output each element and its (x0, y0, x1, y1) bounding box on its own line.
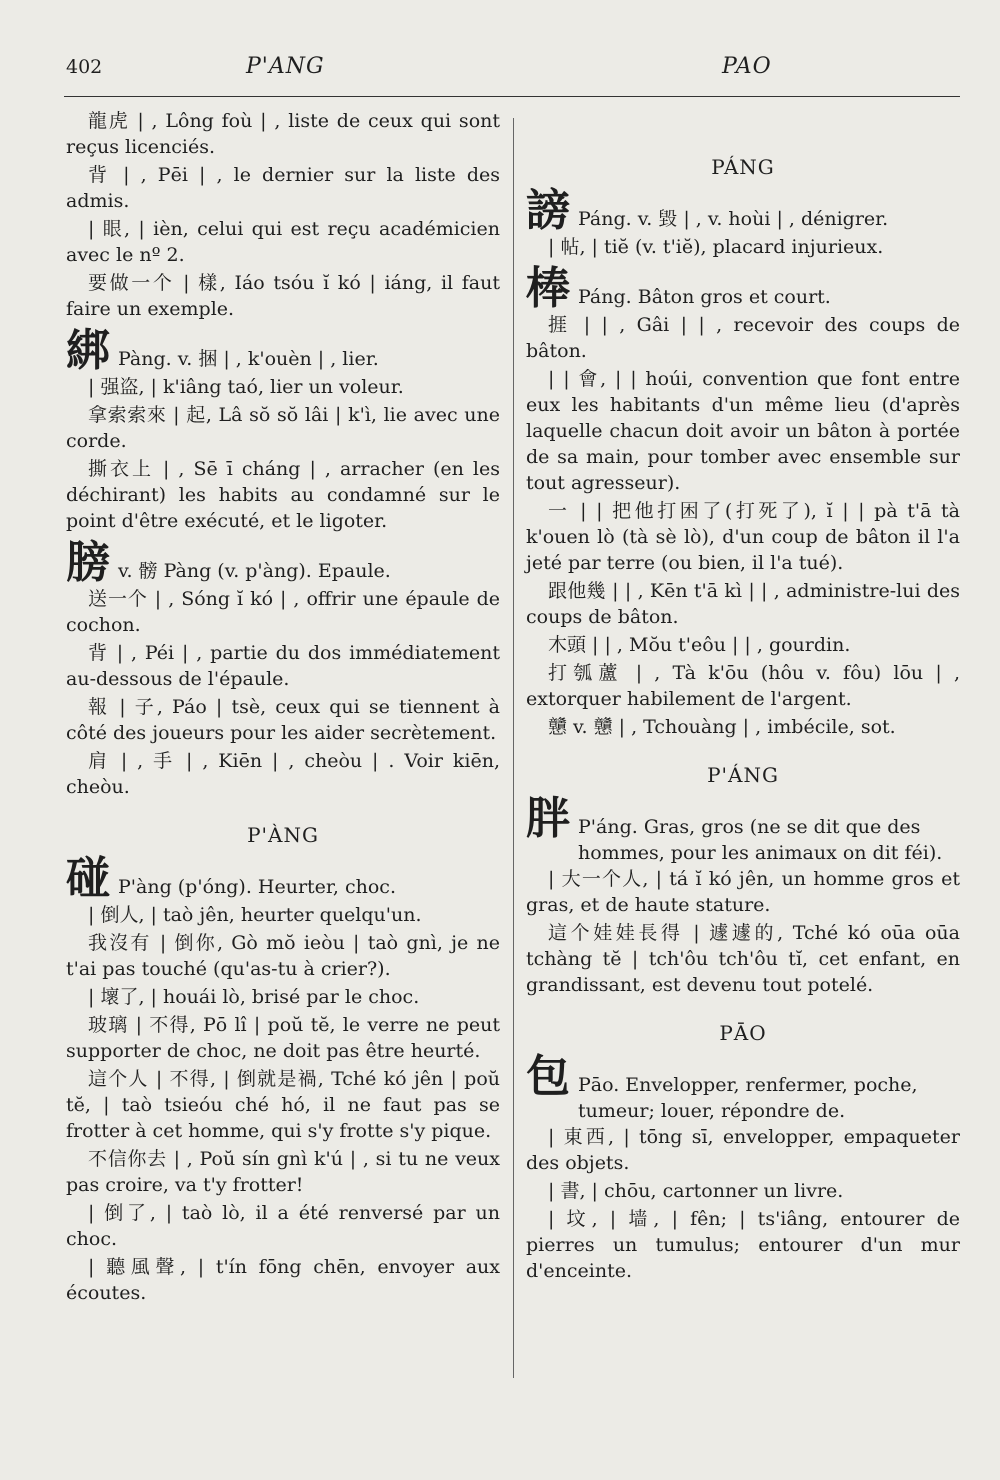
head-character: 胖 (526, 793, 570, 844)
entry-line: | 帖, | tiĕ (v. t'iĕ), placard injurieux. (548, 236, 884, 258)
head-definition: P'àng (p'óng). Heurter, choc. (118, 876, 396, 898)
entry-line: | 聽風聲, | t'ín fōng chēn, envoyer aux écoutes. (66, 1256, 500, 1304)
entry-line: | 東西, | tōng sī, envelopper, empaqueter des objets. (526, 1126, 960, 1174)
head-definition: Páng. v. 毀 | , v. hoùi | , dénigrer. (578, 208, 889, 230)
right-column (526, 108, 960, 1286)
head-character: 棒 (526, 263, 570, 314)
head-definition: P'áng. Gras, gros (ne se dit que des hommes, pour les animaux on dit féi). (578, 816, 943, 864)
running-title-right: PAO (722, 54, 772, 79)
entry-line: 背 | , Pēi | , le dernier sur la liste des admis. (66, 164, 500, 212)
entry-line: 這个人 | 不得, | 倒就是禍, Tché kó jên | poŭ tĕ, | taò tsieóu ché hó, il ne faut pas se frotter à cet homme, qui s'y frotte s'y pique. (66, 1068, 500, 1142)
entry-line: 不信你去 | , Poŭ sín gnì k'ú | , si tu ne veux pas croire, va t'y frotter! (66, 1148, 500, 1196)
entry-line: 龍虎 | , Lông foù | , liste de ceux qui sont reçus licenciés. (66, 110, 500, 158)
entry-line: 捱 | | , Gâi | | , recevoir des coups de bâton. (526, 314, 960, 362)
head-character: 謗 (526, 185, 570, 236)
head-definition: v. 髈 Pàng (v. p'àng). Epaule. (118, 560, 391, 582)
entry-line: | 書, | chōu, cartonner un livre. (548, 1180, 844, 1202)
entry-line: 肩 | , 手 | , Kiēn | , cheòu | . Voir kiēn, cheòu. (66, 750, 500, 798)
entry-line: | 坟, | 墙, | fên; | ts'iâng, entourer de pierres un tumulus; entourer d'un mur d'enceinte. (526, 1208, 960, 1282)
head-character: 碰 (66, 853, 110, 904)
entry-line: | 大一个人, | tá ĭ kó jên, un homme gros et gras, et de haute stature. (526, 868, 960, 916)
head-character: 膀 (66, 537, 110, 588)
entry-peng (66, 853, 500, 1306)
entry-pang-shoulder (66, 537, 500, 800)
entry-bang-stick (526, 263, 960, 740)
entry-line: 撕衣上 | , Sē ī cháng | , arracher (en les déchirant) les habits au condamné sur le point d'être exécuté, et le ligoter. (66, 458, 500, 532)
column-divider (513, 118, 514, 1378)
entry-line: | 眼, | ièn, celui qui est reçu académicien avec le nº 2. (66, 218, 500, 266)
head-character: 包 (526, 1051, 570, 1102)
section-heading: P'ÁNG (707, 763, 779, 787)
entry-line: 玻璃 | 不得, Pō lî | poŭ tĕ, le verre ne peut supporter de choc, ne doit pas être heurté. (66, 1014, 500, 1062)
entry-line: 這个娃娃長得 | 遽遽的, Tché kó oūa oūa tchàng tĕ | tch'ôu tch'ôu tĭ, cet enfant, en grandissant, est devenu tout potelé. (526, 922, 960, 996)
entry-line: | | 會, | | hoúi, convention que font entre eux les habitants d'un même lieu (d'après laquelle chacun doit avoir un bâton à portée de sa main, pour tomber avec ensemble sur tout agresseur). (526, 368, 960, 494)
entry-line: 一 | | 把他打困了(打死了), ĭ | | pà t'ā tà k'ouen lò (tà sè lò), d'un coup de bâton il l'a jeté par terre (ou bien, il l'a tué). (526, 500, 960, 574)
entry-line: | 强盗, | k'iâng taó, lier un voleur. (88, 376, 404, 398)
entry-line: 拿索索來 | 起, Lâ sŏ sŏ lâi | k'ì, lie avec une corde. (66, 404, 500, 452)
entry-line: | 壞了, | houái lò, brisé par le choc. (88, 986, 420, 1008)
header-rule (64, 96, 960, 97)
running-title-left: P'ANG (246, 54, 325, 79)
entry-bao (526, 1051, 960, 1284)
entry-bang (66, 325, 500, 534)
entry-line: 背 | , Péi | , partie du dos immédiatement au-dessous de l'épaule. (66, 642, 500, 690)
left-column (66, 108, 500, 1308)
section-heading: PÁNG (711, 155, 775, 179)
entry-line: | 倒人, | taò jên, heurter quelqu'un. (88, 904, 422, 926)
entry-line: 報 | 子, Páo | tsè, ceux qui se tiennent à côté des joueurs pour les aider secrètement. (66, 696, 500, 744)
section-heading: PĀO (719, 1021, 767, 1045)
entry-bang-slander (526, 185, 960, 260)
entry-line: 打瓠蘆 | , Tà k'ōu (hôu v. fôu) lōu | , extorquer habilement de l'argent. (526, 662, 960, 710)
entry-line: 跟他幾 | | , Kēn t'ā kì | | , administre-lui des coups de bâton. (526, 580, 960, 628)
head-definition: Pàng. v. 捆 | , k'ouèn | , lier. (118, 348, 379, 370)
head-character: 綁 (66, 325, 110, 376)
entry-line: 我沒有 | 倒你, Gò mŏ ieòu | taò gnì, je ne t'ai pas touché (qu'as-tu à crier?). (66, 932, 500, 980)
entry-continued (66, 108, 500, 322)
entry-line: | 倒了, | taò lò, il a été renversé par un choc. (66, 1202, 500, 1250)
entry-line: 送一个 | , Sóng ĭ kó | , offrir une épaule de cochon. (66, 588, 500, 636)
section-heading: P'ÀNG (247, 823, 319, 847)
entry-pang-fat (526, 793, 960, 998)
running-head (0, 52, 1000, 92)
entry-line: 要做一个 | 樣, Iáo tsóu ĭ kó | iáng, il faut faire un exemple. (66, 272, 500, 320)
page-number: 402 (66, 56, 103, 78)
head-definition: Pāo. Envelopper, renfermer, poche, tumeur; louer, répondre de. (578, 1074, 918, 1122)
head-definition: Páng. Bâton gros et court. (578, 286, 831, 308)
entry-line: 戇 v. 戇 | , Tchouàng | , imbécile, sot. (548, 716, 896, 738)
entry-line: 木頭 | | , Mŏu t'eôu | | , gourdin. (548, 634, 851, 656)
